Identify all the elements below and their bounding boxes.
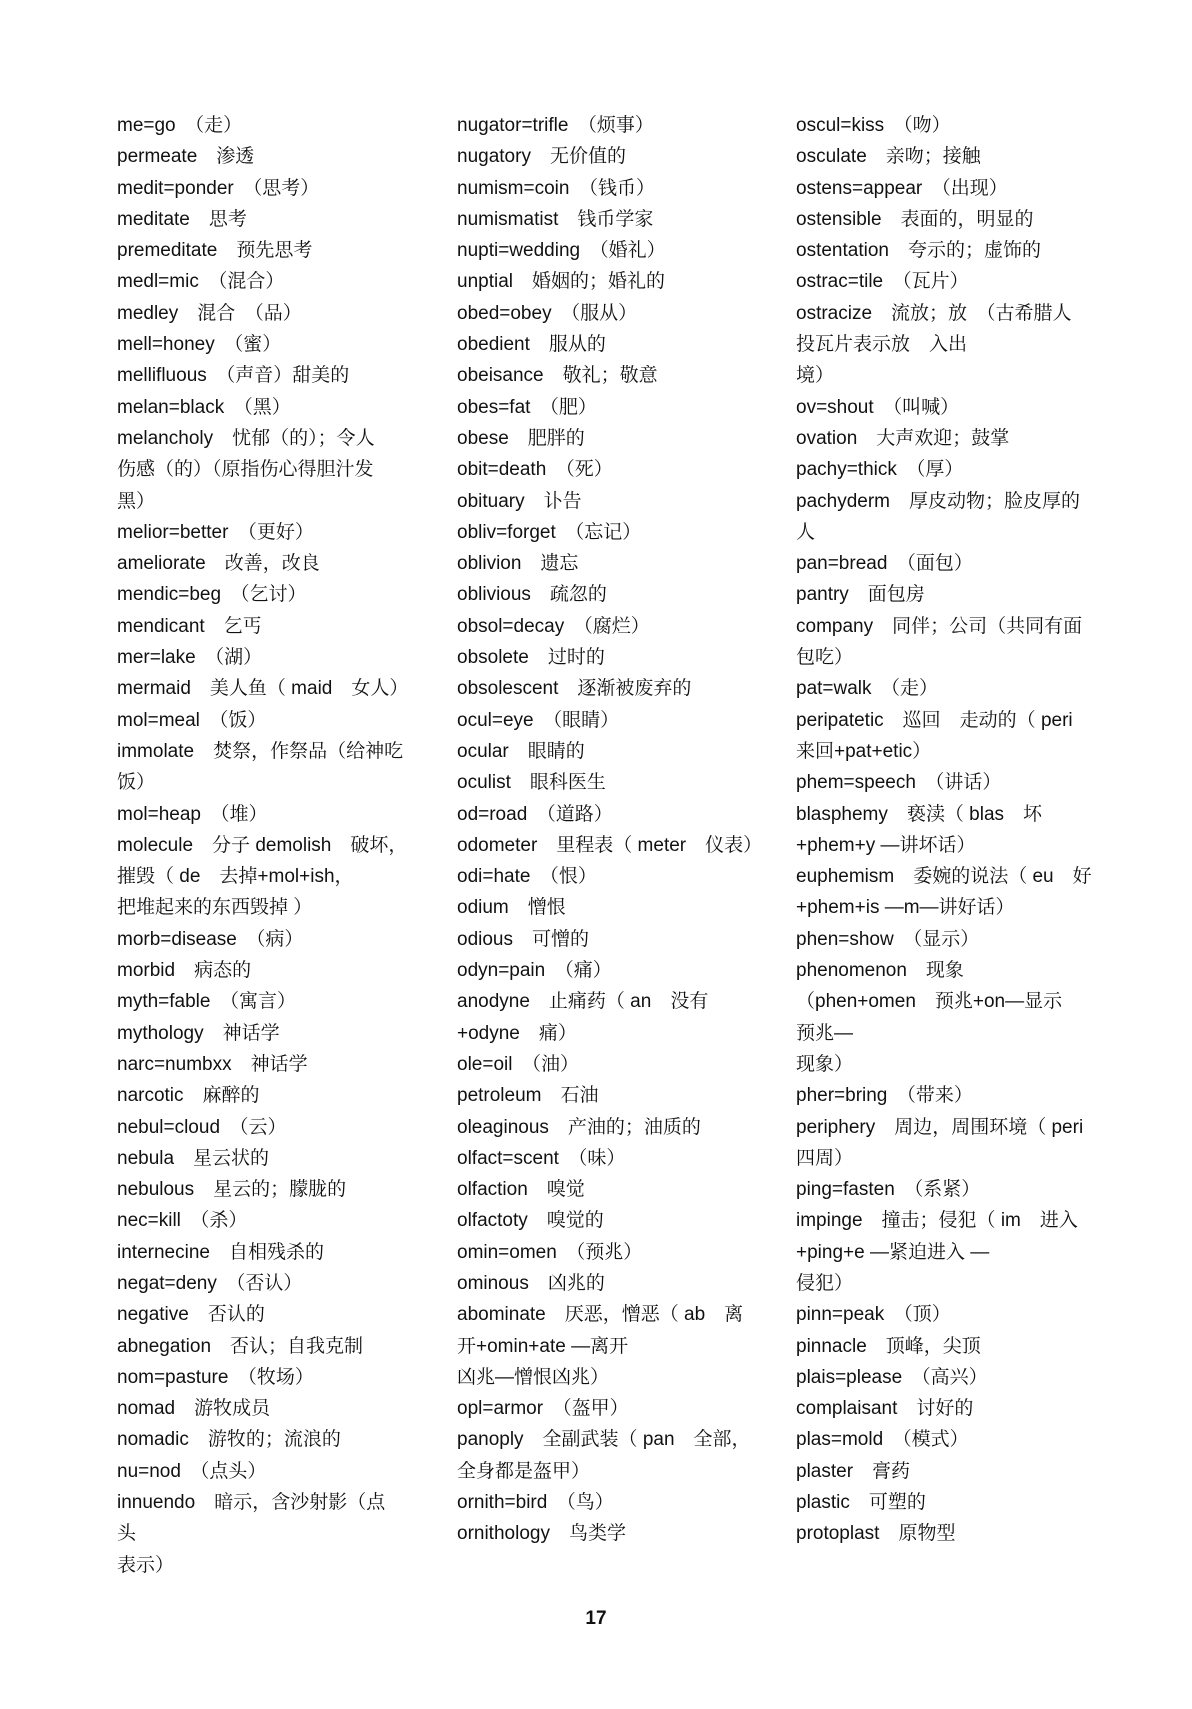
entry-line: 人: [796, 521, 816, 543]
entry-line: obese 肥胖的: [457, 427, 585, 449]
entry-line: peripatetic 巡回 走动的（ peri: [796, 709, 1073, 731]
entry-line: morb=disease （病）: [117, 928, 304, 950]
entry-line: me=go （走）: [117, 115, 243, 136]
entry-line: abominate 厌恶，憎恶（ ab 离: [457, 1304, 744, 1326]
entry-line: pan=bread （面包）: [796, 553, 973, 575]
entry-line: innuendo 暗示，含沙射影（点: [117, 1492, 386, 1514]
entry-line: od=road （道路）: [457, 803, 613, 825]
entry-line: odi=hate （恨）: [457, 866, 597, 888]
column-1: [117, 110, 437, 1581]
entry-line: 黑）: [117, 490, 156, 512]
entry-line: mer=lake （湖）: [117, 647, 263, 669]
entry-line: abnegation 否认；自我克制: [117, 1335, 364, 1357]
entry-line: 现象）: [796, 1053, 854, 1075]
entry-line: ole=oil （油）: [457, 1053, 579, 1075]
entry-line: 伤感（的）（原指伤心得胆汁发: [117, 459, 374, 481]
entry-line: anodyne 止痛药（ an 没有: [457, 991, 709, 1013]
entry-line: ping=fasten （系紧）: [796, 1179, 981, 1201]
entry-line: melior=better （更好）: [117, 521, 314, 543]
entry-line: 饭）: [117, 772, 156, 794]
entry-line: 侵犯）: [796, 1272, 854, 1294]
entry-line: nugatory 无价值的: [457, 146, 626, 168]
entry-line: permeate 渗透: [117, 146, 255, 168]
entry-line: narcotic 麻醉的: [117, 1085, 260, 1107]
column-3: [796, 110, 1114, 1550]
entry-line: nom=pasture （牧场）: [117, 1366, 314, 1388]
entry-line: odium 憎恨: [457, 897, 566, 919]
entry-line: obes=fat （肥）: [457, 396, 597, 418]
entry-line: ocular 眼睛的: [457, 740, 585, 762]
entry-line: mol=heap （堆）: [117, 803, 268, 825]
entry-line: melan=black （黑）: [117, 396, 291, 418]
entry-line: mellifluous （声音）甜美的: [117, 365, 350, 387]
entry-line: oculist 眼科医生: [457, 772, 606, 794]
entry-line: impinge 撞击；侵犯（ im 进入: [796, 1210, 1078, 1232]
entry-line: mol=meal （饭）: [117, 709, 267, 731]
entry-line: ostracize 流放；放 （古希腊人: [796, 302, 1072, 324]
entry-line: odyn=pain （痛）: [457, 960, 612, 982]
entry-line: mermaid 美人鱼（ maid 女人）: [117, 678, 409, 700]
entry-line: obed=obey （服从）: [457, 302, 638, 324]
entry-line: phen=show （显示）: [796, 928, 980, 950]
entry-line: mythology 神话学: [117, 1022, 280, 1044]
entry-line: ovation 大声欢迎；鼓掌: [796, 427, 1010, 449]
entry-line: pachyderm 厚皮动物；脸皮厚的: [796, 490, 1080, 512]
entry-line: olfactoty 嗅觉的: [457, 1210, 604, 1232]
entry-line: 包吃）: [796, 647, 854, 669]
entry-line: obeisance 敬礼；敬意: [457, 365, 658, 387]
entry-line: obit=death （死）: [457, 459, 613, 481]
column-2: [457, 110, 777, 1550]
entry-line: 四周）: [796, 1147, 854, 1169]
entry-line: pinn=peak （顶）: [796, 1304, 951, 1326]
entry-line: obsol=decay （腐烂）: [457, 615, 650, 637]
entry-line: unptial 婚姻的；婚礼的: [457, 271, 665, 293]
entry-line: obliv=forget （忘记）: [457, 521, 642, 543]
entry-line: ornithology 鸟类学: [457, 1523, 626, 1545]
entry-line: negative 否认的: [117, 1304, 265, 1326]
entry-line: odometer 里程表（ meter 仪表）: [457, 834, 763, 856]
entry-line: numismatist 钱币学家: [457, 208, 654, 230]
entry-line: ostensible 表面的，明显的: [796, 208, 1034, 230]
entry-line: obsolescent 逐渐被废弃的: [457, 678, 692, 700]
entry-line: oscul=kiss （吻）: [796, 115, 951, 136]
entry-line: nu=nod （点头）: [117, 1460, 267, 1482]
entry-line: opl=armor （盔甲）: [457, 1398, 629, 1420]
entry-line: medley 混合 （品）: [117, 302, 302, 324]
entry-line: euphemism 委婉的说法（ eu 好: [796, 866, 1092, 888]
entry-line: numism=coin （钱币）: [457, 177, 655, 199]
entry-line: mendicant 乞丐: [117, 615, 262, 637]
entry-line: mell=honey （蜜）: [117, 334, 282, 356]
entry-line: 把堆起来的东西毁掉 ）: [117, 897, 313, 919]
entry-line: meditate 思考: [117, 208, 247, 230]
entry-line: 预兆—: [796, 1022, 854, 1044]
entry-line: oblivious 疏忽的: [457, 584, 607, 606]
entry-line: morbid 病态的: [117, 960, 252, 982]
entry-line: 摧毁（ de 去掉+mol+ish，: [117, 866, 354, 888]
entry-line: plas=mold （模式）: [796, 1429, 969, 1451]
entry-line: odious 可憎的: [457, 928, 589, 950]
entry-line: complaisant 讨好的: [796, 1398, 974, 1420]
entry-line: obituary 讣告: [457, 490, 582, 512]
entry-line: 来回+pat+etic）: [796, 740, 932, 762]
entry-line: omin=omen （预兆）: [457, 1241, 643, 1263]
entry-line: 境）: [796, 365, 835, 387]
entry-line: phenomenon 现象: [796, 960, 964, 982]
entry-line: nupti=wedding （婚礼）: [457, 240, 666, 262]
entry-line: molecule 分子 demolish 破坏，: [117, 834, 408, 856]
entry-line: blasphemy 亵渎（ blas 坏: [796, 803, 1043, 825]
entry-line: periphery 周边，周围环境（ peri: [796, 1116, 1084, 1138]
entry-line: +phem+y —讲坏话）: [796, 834, 976, 856]
entry-line: pantry 面包房: [796, 584, 925, 606]
entry-line: negat=deny （否认）: [117, 1272, 303, 1294]
entry-line: obedient 服从的: [457, 334, 606, 356]
entry-line: 头: [117, 1523, 137, 1545]
entry-line: 凶兆—憎恨凶兆）: [457, 1366, 610, 1388]
entry-line: pher=bring （带来）: [796, 1085, 973, 1107]
entry-line: 开+omin+ate —离开: [457, 1335, 629, 1357]
entry-line: +ping+e —紧迫进入 —: [796, 1241, 990, 1263]
entry-line: narc=numbxx 神话学: [117, 1053, 308, 1075]
entry-line: protoplast 原物型: [796, 1523, 956, 1545]
entry-line: pachy=thick （厚）: [796, 459, 964, 481]
entry-line: panoply 全副武装（ pan 全部，: [457, 1429, 751, 1451]
entry-line: 投瓦片表示放 入出: [796, 334, 968, 356]
entry-line: nebul=cloud （云）: [117, 1116, 287, 1138]
entry-line: pat=walk （走）: [796, 678, 939, 700]
entry-line: +odyne 痛）: [457, 1022, 577, 1044]
entry-line: mendic=beg （乞讨）: [117, 584, 307, 606]
entry-line: nec=kill （杀）: [117, 1210, 248, 1232]
entry-line: oleaginous 产油的；油质的: [457, 1116, 701, 1138]
entry-line: nomad 游牧成员: [117, 1398, 271, 1420]
entry-line: olfaction 嗅觉: [457, 1179, 585, 1201]
entry-line: nebula 星云状的: [117, 1147, 270, 1169]
entry-line: ornith=bird （鸟）: [457, 1492, 614, 1514]
entry-line: petroleum 石油: [457, 1085, 599, 1107]
entry-line: ostens=appear （出现）: [796, 177, 1008, 199]
entry-line: 全身都是盔甲）: [457, 1460, 591, 1482]
entry-line: ominous 凶兆的: [457, 1272, 605, 1294]
entry-line: medit=ponder （思考）: [117, 177, 320, 199]
entry-line: phem=speech （讲话）: [796, 772, 1002, 794]
entry-line: plastic 可塑的: [796, 1492, 926, 1514]
entry-line: olfact=scent （味）: [457, 1147, 626, 1169]
entry-line: oblivion 遗忘: [457, 553, 579, 575]
entry-line: nebulous 星云的；朦胧的: [117, 1179, 347, 1201]
entry-line: obsolete 过时的: [457, 647, 605, 669]
entry-line: internecine 自相残杀的: [117, 1241, 324, 1263]
entry-line: myth=fable （寓言）: [117, 991, 296, 1013]
entry-line: immolate 焚祭，作祭品（给神吃: [117, 740, 404, 762]
entry-line: company 同伴；公司（共同有面: [796, 615, 1083, 637]
entry-line: medl=mic （混合）: [117, 271, 285, 293]
entry-line: 表示）: [117, 1554, 175, 1576]
entry-line: ameliorate 改善，改良: [117, 553, 320, 575]
entry-line: plaster 膏药: [796, 1460, 911, 1482]
entry-line: nomadic 游牧的；流浪的: [117, 1429, 341, 1451]
entry-line: ocul=eye （眼睛）: [457, 709, 620, 731]
entry-line: ostrac=tile （瓦片）: [796, 271, 969, 293]
entry-line: plais=please （高兴）: [796, 1366, 988, 1388]
entry-line: osculate 亲吻；接触: [796, 146, 981, 168]
entry-line: pinnacle 顶峰，尖顶: [796, 1335, 981, 1357]
entry-line: （phen+omen 预兆+on—显示: [796, 991, 1063, 1013]
entry-line: melancholy 忧郁（的）；令人: [117, 427, 375, 449]
entry-line: ostentation 夸示的；虚饰的: [796, 240, 1041, 262]
entry-line: +phem+is —m—讲好话）: [796, 897, 1015, 919]
page-number: 17: [585, 1608, 607, 1629]
entry-line: premeditate 预先思考: [117, 240, 313, 262]
entry-line: ov=shout （叫喊）: [796, 396, 960, 418]
entry-line: nugator=trifle （烦事）: [457, 115, 654, 136]
